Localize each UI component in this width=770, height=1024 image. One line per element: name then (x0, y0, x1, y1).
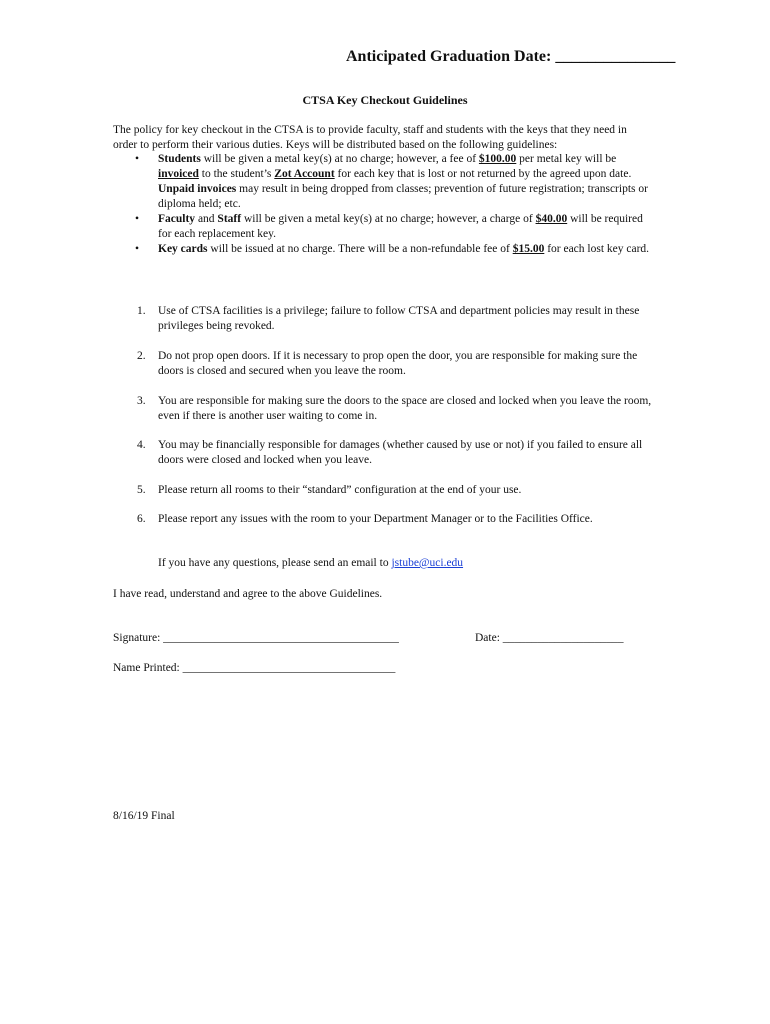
key-cards-fee: $15.00 (512, 243, 545, 255)
email-link[interactable]: jstube@uci.edu (391, 557, 464, 569)
faculty-text-1: will be given a metal key(s) at no charge; however, a charge of (241, 213, 536, 225)
key-cards-text-2: for each lost key card. (544, 243, 650, 255)
list-item-students (113, 152, 658, 212)
unpaid-invoices-term: Unpaid invoices (158, 183, 237, 195)
rule-text: Use of CTSA facilities is a privilege; failure to follow CTSA and department policies may result in these privileges being revoked. (158, 305, 640, 332)
zot-account-term: Zot Account (274, 168, 335, 180)
faculty-and: and (195, 213, 218, 225)
rule-item (113, 512, 658, 527)
bullet-icon: • (135, 153, 140, 165)
students-text-5: may result in being dropped from classes; prevention of future registration; transcripts or diploma held; etc. (158, 183, 648, 210)
rule-text: Please report any issues with the room to your Department Manager or to the Facilities Office. (158, 513, 593, 525)
rule-number: 3. (137, 395, 146, 407)
questions-line (158, 556, 463, 571)
rule-text: Please return all rooms to their “standard” configuration at the end of your use. (158, 484, 522, 496)
students-fee: $100.00 (478, 153, 517, 165)
staff-label: Staff (217, 213, 242, 225)
rule-item (113, 483, 658, 498)
rule-item (113, 349, 658, 379)
faculty-text-2: will be required for each replacement key. (158, 213, 643, 240)
faculty-label: Faculty (158, 213, 196, 225)
intro-paragraph: The policy for key checkout in the CTSA is to provide faculty, staff and students with the keys that they need in order to perform their various duties. Keys will be distributed based on the following guidelines: (113, 124, 627, 151)
date-field[interactable]: Date: _____________________ (475, 632, 624, 644)
faculty-fee: $40.00 (535, 213, 568, 225)
students-label: Students (158, 153, 201, 165)
key-cards-text-1: will be issued at no charge. There will be a non-refundable fee of (207, 243, 513, 255)
bullet-icon: • (135, 213, 140, 225)
students-text-4: for each key that is lost or not returned by the agreed upon date. (334, 168, 632, 180)
rule-text: You are responsible for making sure the doors to the space are closed and locked when you leave the room, even if there is another user waiting to come in. (158, 395, 652, 422)
key-cards-label: Key cards (158, 243, 208, 255)
signature-field[interactable]: Signature: _________________________________________ (113, 632, 399, 644)
rule-item (113, 394, 658, 424)
anticipated-graduation-date-field[interactable]: Anticipated Graduation Date: _______________ (346, 48, 676, 65)
bullet-icon: • (135, 243, 140, 255)
students-text-2: per metal key will be (516, 153, 617, 165)
rule-number: 6. (137, 513, 146, 525)
key-guidelines-list (113, 152, 658, 257)
list-item-key-cards (113, 242, 658, 257)
invoiced-term: invoiced (158, 168, 199, 180)
rule-number: 2. (137, 350, 146, 362)
students-text-3: to the student’s (198, 168, 275, 180)
rule-text: Do not prop open doors. If it is necessary to prop open the door, you are responsible for making sure the doors is closed and secured when you leave the room. (158, 350, 638, 377)
rule-item (113, 304, 658, 334)
page-title: CTSA Key Checkout Guidelines (302, 93, 468, 107)
questions-text: If you have any questions, please send an email to (158, 557, 392, 569)
name-printed-field[interactable]: Name Printed: _____________________________________ (113, 662, 396, 674)
agreement-statement: I have read, understand and agree to the above Guidelines. (113, 588, 383, 600)
rule-item (113, 438, 658, 468)
version-footer: 8/16/19 Final (113, 810, 175, 822)
rule-text: You may be financially responsible for damages (whether caused by use or not) if you failed to ensure all doors were closed and locked when you leave. (158, 439, 643, 466)
students-text-1: will be given a metal key(s) at no charge; however, a fee of (200, 153, 479, 165)
rule-number: 4. (137, 439, 146, 451)
rule-number: 1. (137, 305, 146, 317)
rule-number: 5. (137, 484, 146, 496)
list-item-faculty-staff (113, 212, 658, 242)
